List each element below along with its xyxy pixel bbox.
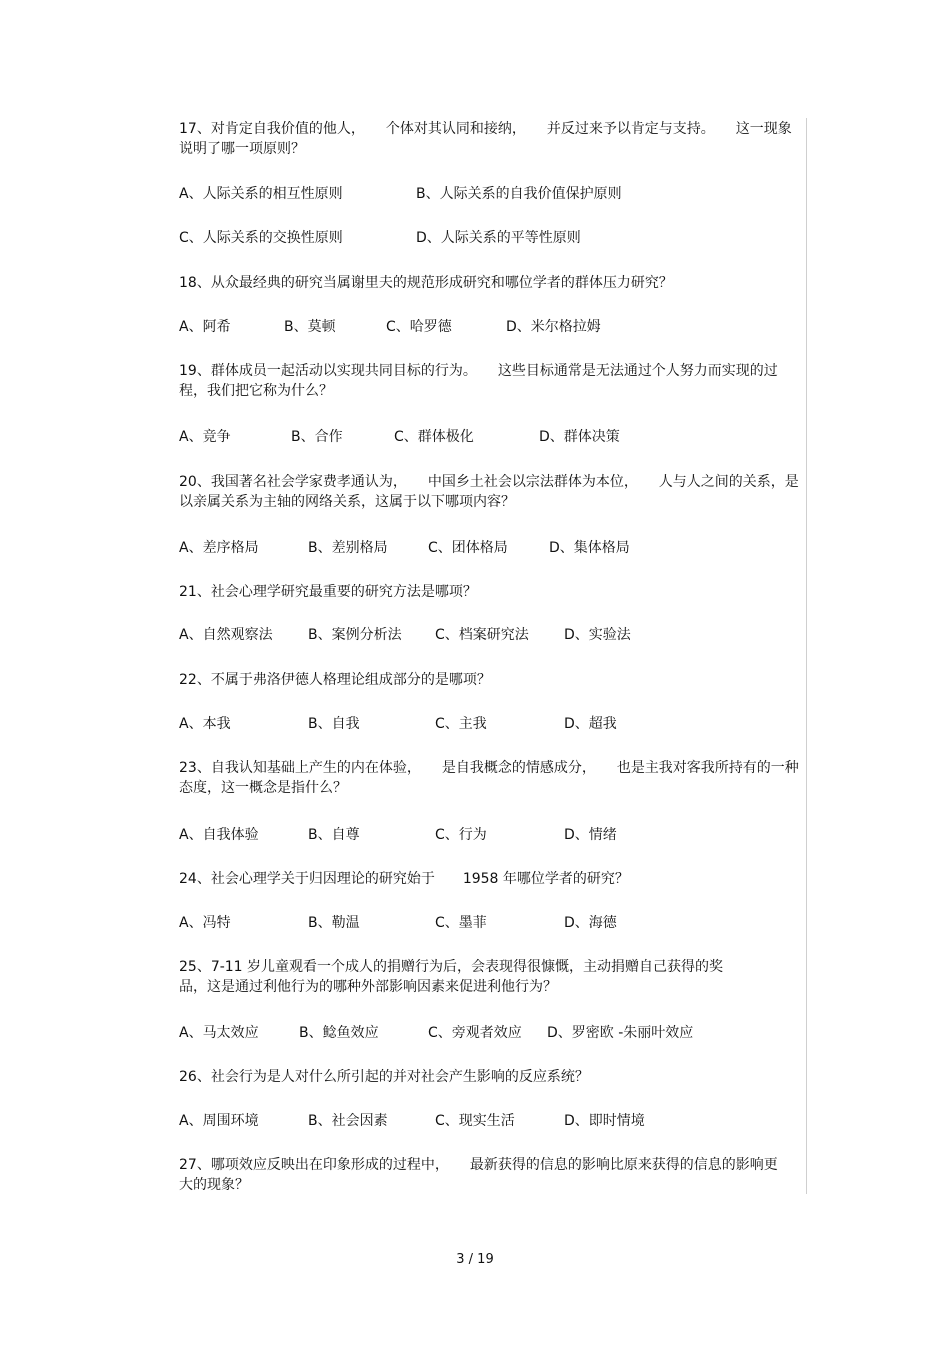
option-25-c: C、旁观者效应	[428, 1025, 522, 1041]
question-23: 23、自我认知基础上产生的内在体验， 是自我概念的情感成分， 也是主我对客我所持有的一种态度，这一概念是指什么？	[179, 760, 799, 796]
question-25: 25、7-11 岁儿童观看一个成人的捐赠行为后，会表现得很慷慨，主动捐赠自己获得的奖品，这是通过利他行为的哪种外部影响因素来促进利他行为？	[179, 959, 724, 995]
option-21-d: D、实验法	[564, 627, 631, 643]
option-18-d: D、米尔格拉姆	[506, 319, 601, 335]
right-margin-rule	[806, 118, 807, 1194]
option-20-c: C、团体格局	[428, 540, 508, 556]
option-23-a: A、自我体验	[179, 827, 259, 843]
options-row-18	[179, 317, 799, 337]
option-20-a: A、差序格局	[179, 540, 259, 556]
option-25-b: B、鲶鱼效应	[299, 1025, 379, 1041]
option-17-a: A、人际关系的相互性原则	[179, 186, 343, 202]
options-row-17b	[179, 228, 799, 248]
options-row-24	[179, 913, 799, 933]
option-24-a: A、冯特	[179, 915, 231, 931]
option-26-b: B、社会因素	[308, 1113, 388, 1129]
page-number: 3 / 19	[456, 1252, 494, 1267]
options-row-22	[179, 714, 799, 734]
options-row-26	[179, 1111, 799, 1131]
option-22-b: B、自我	[308, 716, 360, 732]
question-26: 26、社会行为是人对什么所引起的并对社会产生影响的反应系统？	[179, 1069, 589, 1085]
options-row-21	[179, 625, 799, 645]
question-17: 17、对肯定自我价值的他人， 个体对其认同和接纳， 并反过来予以肯定与支持。 这一现象说明了哪一项原则？	[179, 121, 792, 157]
option-23-d: D、情绪	[564, 827, 617, 843]
option-19-c: C、群体极化	[394, 429, 474, 445]
question-18: 18、从众最经典的研究当属谢里夫的规范形成研究和哪位学者的群体压力研究？	[179, 275, 673, 291]
option-18-a: A、阿希	[179, 319, 231, 335]
question-27: 27、哪项效应反映出在印象形成的过程中， 最新获得的信息的影响比原来获得的信息的影响更大的现象？	[179, 1157, 778, 1193]
option-22-c: C、主我	[435, 716, 487, 732]
option-26-d: D、即时情境	[564, 1113, 645, 1129]
options-row-17a	[179, 184, 799, 204]
option-26-c: C、现实生活	[435, 1113, 515, 1129]
option-22-a: A、本我	[179, 716, 231, 732]
question-19: 19、群体成员一起活动以实现共同目标的行为。 这些目标通常是无法通过个人努力而实现的过程，我们把它称为什么？	[179, 363, 778, 399]
option-25-a: A、马太效应	[179, 1025, 259, 1041]
option-25-d: D、罗密欧 -朱丽叶效应	[547, 1025, 694, 1041]
option-21-c: C、档案研究法	[435, 627, 529, 643]
option-18-b: B、莫顿	[284, 319, 336, 335]
option-19-b: B、合作	[291, 429, 343, 445]
option-19-d: D、群体决策	[539, 429, 620, 445]
option-20-d: D、集体格局	[549, 540, 630, 556]
option-22-d: D、超我	[564, 716, 617, 732]
question-21: 21、社会心理学研究最重要的研究方法是哪项？	[179, 584, 477, 600]
option-23-b: B、自尊	[308, 827, 360, 843]
question-22: 22、不属于弗洛伊德人格理论组成部分的是哪项？	[179, 672, 491, 688]
option-17-b: B、人际关系的自我价值保护原则	[416, 186, 622, 202]
option-26-a: A、周围环境	[179, 1113, 259, 1129]
option-24-b: B、勒温	[308, 915, 360, 931]
option-23-c: C、行为	[435, 827, 487, 843]
option-20-b: B、差别格局	[308, 540, 388, 556]
option-19-a: A、竞争	[179, 429, 231, 445]
options-row-19	[179, 427, 799, 447]
options-row-20	[179, 538, 799, 558]
options-row-25	[179, 1023, 799, 1043]
option-17-d: D、人际关系的平等性原则	[416, 230, 581, 246]
option-21-b: B、案例分析法	[308, 627, 402, 643]
question-20: 20、我国著名社会学家费孝通认为， 中国乡土社会以宗法群体为本位， 人与人之间的关系，是以亲属关系为主轴的网络关系，这属于以下哪项内容？	[179, 474, 799, 510]
options-row-23	[179, 825, 799, 845]
option-24-c: C、墨菲	[435, 915, 487, 931]
option-21-a: A、自然观察法	[179, 627, 273, 643]
question-24: 24、社会心理学关于归因理论的研究始于 1958 年哪位学者的研究？	[179, 871, 629, 887]
option-18-c: C、哈罗德	[386, 319, 452, 335]
option-17-c: C、人际关系的交换性原则	[179, 230, 343, 246]
option-24-d: D、海德	[564, 915, 617, 931]
